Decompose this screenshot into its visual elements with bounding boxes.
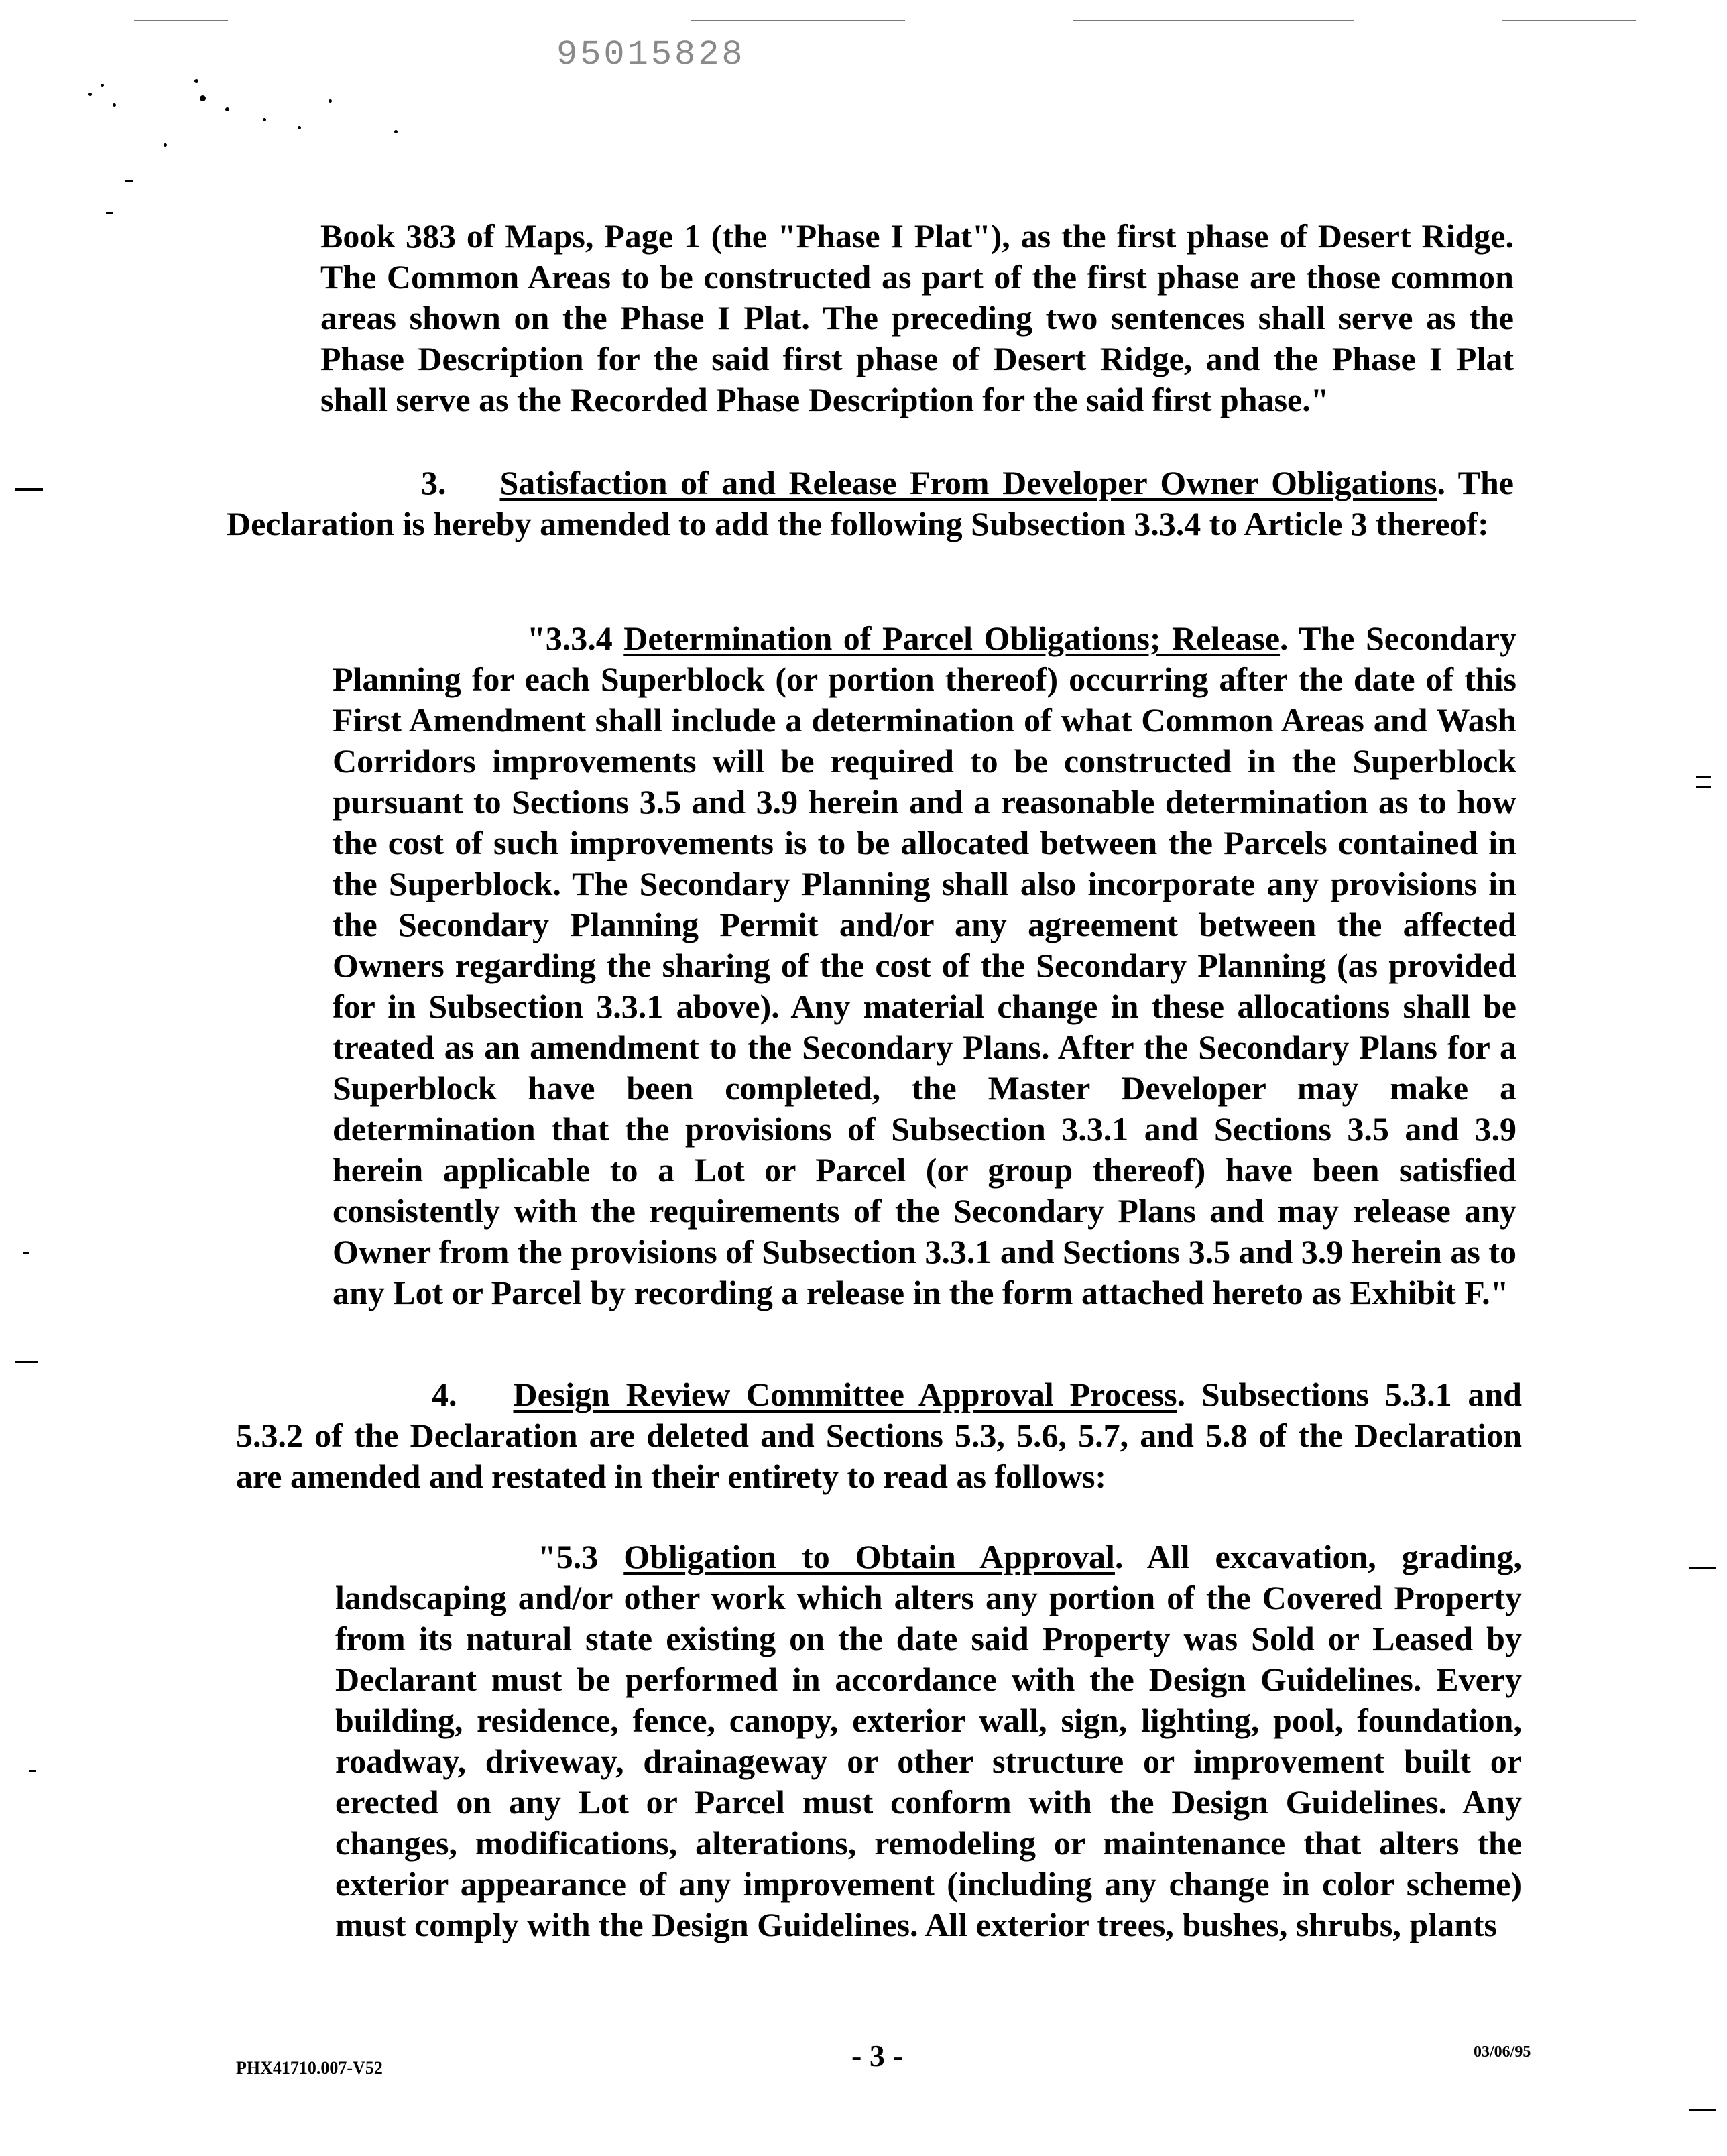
document-id-stamp: 95015828: [556, 35, 746, 74]
margin-mark: [15, 1361, 38, 1363]
section-3-heading-end: .: [1437, 464, 1445, 501]
scan-edge-line: [1073, 20, 1354, 21]
subsection-5-3-heading-end: .: [1114, 1538, 1124, 1575]
subsection-5-3-prefix: "5.3: [538, 1538, 624, 1575]
section-3-body: The Declaration is hereby amended to add the following Subsection 3.3.4 to Article 3 thereof:: [227, 464, 1514, 542]
scan-speck: [101, 84, 104, 87]
section-3-heading: Satisfaction of and Release From Developer Owner Obligations: [499, 464, 1437, 501]
section-4-heading: Design Review Committee Approval Process: [513, 1376, 1177, 1413]
subsection-5-3: [335, 1537, 1522, 1945]
scan-speck: [194, 79, 198, 83]
section-3-number: 3.: [421, 464, 446, 501]
scan-speck: [394, 130, 398, 133]
subsection-3-3-4-body: The Secondary Planning for each Superblock (or portion thereof) occurring after the date of this First Amendment shall include a determination of what Common Areas and Wash Corridors improvements will be required to be constructed in the Superblock pursuant to Sections 3.5 and 3.9 herein and a reasonable determination as to how the cost of such improvements is to be allocated between the Parcels contained in the Superblock. The Secondary Planning shall also incorporate any provisions in the Secondary Planning Permit and/or any agreement between the affected Owners regarding the sharing of the cost of the Secondary Planning (as provided for in Subsection 3.3.1 above). Any material change in these allocations shall be treated as an amendment to the Secondary Plans. After the Secondary Plans for a Superblock have been completed, the Master Developer may make a determination that the provisions of Subsection 3.3.1 and Sections 3.5 and 3.9 herein applicable to a Lot or Parcel (or group thereof) have been satisfied consistently with the requirements of the Secondary Plans and may release any Owner from the provisions of Subsection 3.3.1 and Sections 3.5 and 3.9 herein as to any Lot or Parcel by recording a release in the form attached hereto as Exhibit F.": [333, 619, 1516, 1311]
scan-speck: [329, 99, 332, 103]
section-4-number: 4.: [432, 1376, 457, 1413]
footer-date: 03/06/95: [1474, 2043, 1531, 2061]
scan-speck: [88, 93, 92, 96]
section-4-paragraph: [236, 1374, 1522, 1497]
scan-speck: [200, 95, 206, 101]
subsection-5-3-heading: Obligation to Obtain Approval: [623, 1538, 1115, 1575]
section-3-paragraph: [227, 463, 1514, 544]
phase-description-text: Book 383 of Maps, Page 1 (the "Phase I Plat"), as the first phase of Desert Ridge. The Common Areas to be constructed as part of the first phase are those common areas shown on the Phase I Plat. The preceding two sentences shall serve as the Phase Description for the said first phase of Desert Ridge, and the Phase I Plat shall serve as the Recorded Phase Description for the said first phase.": [320, 217, 1514, 418]
margin-mark: [1689, 1567, 1716, 1569]
margin-mark: [15, 488, 43, 491]
scan-speck: [113, 103, 116, 107]
scan-edge-line: [134, 20, 228, 21]
scan-edge-line: [691, 20, 905, 21]
subsection-3-3-4-heading: Determination of Parcel Obligations; Release: [623, 619, 1281, 657]
scan-speck: [164, 143, 167, 147]
subsection-3-3-4-heading-end: .: [1280, 619, 1289, 657]
margin-mark: [1696, 776, 1711, 778]
margin-mark: [29, 1770, 36, 1772]
subsection-3-3-4-prefix: "3.3.4: [527, 619, 624, 657]
margin-mark: [23, 1252, 29, 1254]
margin-mark: [1689, 2109, 1716, 2111]
scan-speck: [225, 107, 229, 111]
phase-description-quote: [320, 216, 1514, 420]
footer-document-code: PHX41710.007-V52: [236, 2058, 383, 2078]
footer-page-number: - 3 -: [851, 2039, 903, 2073]
section-4-heading-end: .: [1177, 1376, 1186, 1413]
scan-mark: [106, 212, 113, 214]
scan-edge-line: [1502, 20, 1636, 21]
scan-mark: [125, 180, 133, 182]
scan-speck: [263, 118, 266, 121]
subsection-5-3-body: All excavation, grading, landscaping and/or other work which alters any portion of the Covered Property from its natural state existing on the date said Property was Sold or Leased by Declarant must be performed in accordance with the Design Guidelines. Every building, residence, fence, canopy, exterior wall, sign, lighting, pool, foundation, roadway, driveway, drainageway or other structure or improvement built or erected on any Lot or Parcel must conform with the Design Guidelines. Any changes, modifications, alterations, remodeling or maintenance that alters the exterior appearance of any improvement (including any change in color scheme) must comply with the Design Guidelines. All exterior trees, bushes, shrubs, plants: [335, 1538, 1522, 1943]
scan-speck: [298, 126, 301, 129]
section-4-body: Subsections 5.3.1 and 5.3.2 of the Declaration are deleted and Sections 5.3, 5.6, 5.7, and 5.8 of the Declaration are amended and restated in their entirety to read as follows:: [236, 1376, 1522, 1495]
subsection-3-3-4: [333, 618, 1516, 1313]
margin-mark: [1696, 786, 1711, 788]
